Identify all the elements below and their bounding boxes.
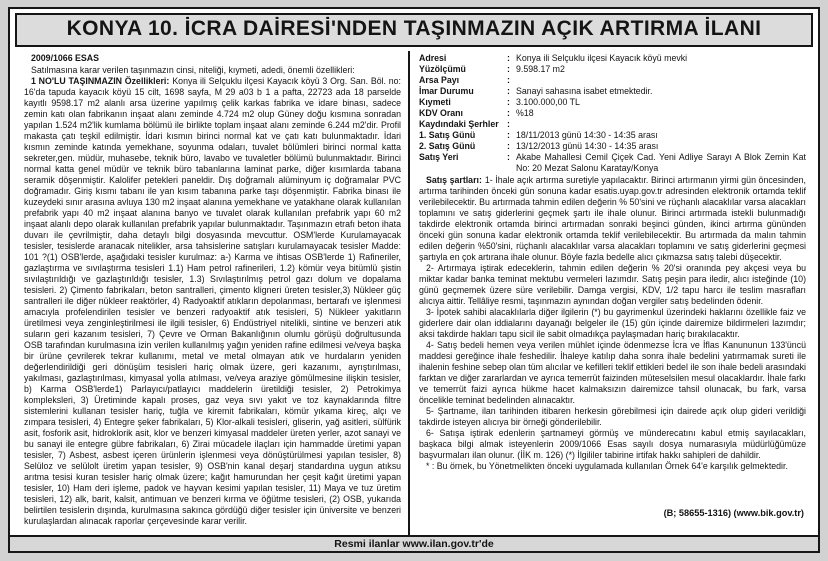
property-description-lead: 1 NO'LU TAŞINMAZIN Özellikleri: [31,76,170,86]
sale-term: 4- Satış bedeli hemen veya verilen mühlet içinde ödenmezse İcra ve İflas Kanununun 133'üncü maddesi gereğince ihale feshedilir. İhaleye katılıp daha sonra ihale bedelini yatırmamak sureti ile ihalenin feshine sebep olan tüm alıcılar ve kefilleri teklif ettikleri bedel ile son ihale bedeli arasındaki farktan ve diğer zararlardan ve ayrıca temerrüt faizinden müteselsilen mesul olacaklardır. İhale farkı ve temerrüt faizi ayrıca hükme hacet kalmaksızın dairemizce tahsil olunacak, bu fark, varsa öncelikle teminat bedelinden alınacaktır. [419,340,806,405]
field-row [419,119,806,130]
field-label: Adresi [419,53,447,63]
sale-term: 2- Artırmaya iştirak edeceklerin, tahmin edilen değerin % 20'si oranında pey akçesi veya bu miktar kadar banka teminat mektubu vermeleri lazımdır. Satış peşin para iledir, alıcı isteğinde (10) günü geçmemek üzere süre verilebilir. Damga vergisi, KDV, 1/2 tapu harcı ile teslim masrafları alıcıya aittir. Tellâliye resmi, taşınmazın aynından doğan vergiler satış bedelinden ödenir. [419,263,806,306]
field-value: %18 [516,108,534,118]
case-number: 2009/1066 ESAS [31,53,99,63]
sale-term: 5- Şartname, ilan tarihinden itibaren herkesin görebilmesi için dairede açık olup gideri verildiği takdirde isteyen alıcıya bir örneği gönderilebilir. [419,406,806,427]
field-label: Arsa Payı [419,75,460,85]
sale-term: 3- İpotek sahibi alacaklılarla diğer ilgilerin (*) bu gayrimenkul üzerindeki haklarını özellikle faiz ve giderlere dair olan iddialarını dayanağı belgeler ile (15) gün içinde dairemize bildirmeleri lazımdır; aksi takdirde hakları tapu sicil ile sabit olmadıkça paylaşmadan hariç bırakılacaktır. [419,307,806,339]
field-row [419,152,806,174]
field-value: 18/11/2013 günü 14:30 - 14:35 arası [516,130,658,140]
field-label: Kaydındaki Şerhler [419,119,499,129]
field-colon: : [507,130,510,140]
property-fields [419,53,806,174]
sale-term: * : Bu örnek, bu Yönetmelikten önceki uygulamada kullanılan Örnek 64'e karşılık gelmektedir. [426,461,788,471]
field-row [419,130,806,141]
field-colon: : [507,53,510,63]
right-column [410,51,806,535]
page-title: KONYA 10. İCRA DAİRESİ'NDEN TAŞINMAZIN AÇIK ARTIRMA İLANI [15,13,813,47]
intro-line: Satılmasına karar verilen taşınmazın cinsi, niteliği, kıymeti, adedi, önemli özellikleri: [31,65,355,75]
field-row [419,108,806,119]
field-value: 3.100.000,00 TL [516,97,580,107]
field-colon: : [507,64,510,74]
field-row [419,141,806,152]
field-label: 1. Satış Günü [419,130,476,140]
field-colon: : [507,86,510,96]
sale-term: 6- Satışa iştirak edenlerin şartnameyi görmüş ve münderecatını kabul etmiş sayılacakları, başkaca bilgi almak isteyenlerin 2009/1066 Esas sayılı dosya numarasıyla müdürlüğümüze başvurmaları ilan olunur. (İİK m. 126) (*) İlgililer tabirine irtifak hakkı sahipleri de dahildir. [419,428,806,460]
field-row [419,75,806,86]
notice-body [10,49,818,535]
field-row [419,64,806,75]
field-colon: : [507,75,510,85]
official-announcements-bar: Resmi ilanlar www.ilan.gov.tr'de [10,535,818,551]
field-label: Yüzölçümü [419,64,466,74]
sale-terms [419,175,806,472]
field-colon: : [507,97,510,107]
field-value: Akabe Mahallesi Cemil Çiçek Cad. Yeni Adliye Sarayı A Blok Zemin Kat No: 20 Mezat Salonu Karatay/Konya [516,152,806,173]
left-column [18,51,410,535]
field-colon: : [507,141,510,151]
field-row [419,53,806,64]
field-label: İmar Durumu [419,86,474,96]
field-value: 13/12/2013 günü 14:30 - 14:35 arası [516,141,659,151]
field-label: KDV Oranı [419,108,463,118]
notice-frame [8,7,820,553]
field-colon: : [507,108,510,118]
bik-reference: (B; 58655-1316) (www.bik.gov.tr) [663,507,804,518]
field-value: Sanayi sahasına isabet etmektedir. [516,86,653,96]
field-label: 2. Satış Günü [419,141,476,151]
field-colon: : [507,152,510,162]
property-description [24,76,401,527]
sale-terms-lead: Satış şartları: [426,175,482,185]
field-value: Konya ili Selçuklu ilçesi Kayacık köyü mevki [516,53,688,63]
field-label: Satış Yeri [419,152,459,162]
field-label: Kıymeti [419,97,451,107]
field-value: 9.598.17 m2 [516,64,565,74]
field-row [419,86,806,97]
field-colon: : [507,119,510,129]
field-row [419,97,806,108]
sale-term: Satış şartları: 1- İhale açık artırma suretiyle yapılacaktır. Birinci artırmanın yirmi gün öncesinden, artırma tarihinden önceki gün sonuna kadar esatis.uyap.gov.tr adresinden elektronik ortamda teklif verilebilecektir. Bu artırmada tahmin edilen değerin % 50'sini ve rüçhanlı alacaklılar varsa alacakları toplamını ve satış giderlerini geçmek şartı ile ihale olunur. Birinci artırmada istekli bulunmadığı takdirde elektronik ortamda birinci artırmadan sonraki beşinci günden, ikinci artırma gününden önceki gün sonuna kadar elektronik ortamda teklif verilebilecektir. Bu artırmada da malın tahmin edilen değerin %50'sini, rüçhanlı alacaklılar varsa alacakları toplamını ve satış giderlerini geçmesi şartıyla en çok artırana ihale olunur. Böyle fazla bedelle alıcı çıkmazsa satış talebi düşecektir. [419,175,806,262]
property-description-text: Konya ili Selçuklu ilçesi Kayacık köyü 3 Org. San. Böl. no: 16'da tapuda kayacık köyü 15 cilt, 1698 sayfa, M 29 a03 b 1 a pafta, 22723 ada 18 parselde kayıtlı 9598.17 m2 alanlı arsa üzerine yapılmış çelik karkas fabrika ve idare binası, sadece zemin katı olan fabrikanın inşaat alanı zeminde 4.724 m2 olup Güney doğu kısmına sonradan yapılan 1.524 m2'lik kumlama bölümü ile birlikte toplam inşaat alanı zeminde 6.244 m2'dir. Profil makasta çatı teşkil edilmiştir. İdari kısmın birinci normal kat ve çatı katı bulunmaktadır. İdari kısmın zeminde katında yemekhane, soyunma odaları, tuvalet bölümleri birinci normal katta sekreter,gen. müdür, muhasebe, teknik büro, lavabo ve tuvaletler bölümü bulunmaktadır. Birinci normal katta genel müdür ve teknik büro tabanlarına laminat parke, diğer kısımlarda tabana seramik döşenmiştir. Kalolifer petekleri paneldir. Dış doğramalı alüminyum iç doğramalar PVC doğramadır. Giriş kısmı tabanı ile yan kısım tabanına parke taşı döşenmiştir. Fabrika binası ile kuzeydeki sınır arasına avluya 130 m2 inşaat alanına yemekhane ve yatakhane olarak kullanılan prefabrik yapı 40 m2 inşaat alanına banyo ve tuvalet olarak kullanılan prefabrik yapı 60 m2 inşaat alanlı depo olarak kullanılan prefabrik yapılar bulunmaktadır. Taşınmazın etrafı beton ihata duvarı ile çevrilmiştir, daha detaylı bilgi dosyasında mevcuttur. OSM'lerde Kurulamayacak tesisler, tesislerde aranacak nitelikler, arsa tahsislerine satışları kurulamayacak tesisler Madde: 101 ?(1) OSB'lerde, aşağıdaki tesisler kurulmaz: a-) Karma ve ihtisas OSB'lerde 1) Rafineriler, gazlaştırma ve sıvılaştırma tesisleri 1.1) Ham petrol rafinerileri, 1.2) kömür veya bitümlü şistin sıvılaştırıldığı ve gazlaştırıldığı tesisler, 1.3) Sıvılaştırılmış petrol gazı dolum ve dopalama tesisleri. 2) Çimento fabrikaları, beton santralleri, çimento kligneri üreten tesisler,3) Nükleer güç santralleri ile diğer nükleer reaktörler, 4) Radyoaktif atıkların depolanması, bertarafı ve işlenmesi amacıyla profelendirilen tesisler ve benzeri radyoaktif atık tesisleri, 5) Nükleer yakıtların üretilmesi veya zenginleştirilmesi ile ilgili tesisler, 6) Endüstriyel nitelikli, sintine ve benzeri atık suların geri kazanım tesisleri, 7) Çevre ve Orman Bakanlığının olumlu görüşü doğrultusunda OSB tarafından kurulmasına izin verilen kullanılmış yağın yeniden rafine edilmesi ve/veya başka bir ürüne çevrilerek tekrar kullanımı, metal ve metal olmayan atık ve hurdaların yeniden değerlendirildiği geri dönüşüm tesisleri hariç olmak üzere, geri kazanımı, ayrıştırılması, yakılması, gazlaştırılması, kimyasal yolla atılması, ve/veya araziye gömülmesine ilişkin tesisler, b) Karma OSB'lerde1) Parlayıcı/patlayıcı maddelerin üretildiği tesisler, 2) Petrokimya kompleksleri, 3) Üretiminde kapalı proses, gaz veya sıvı yakıt ve toz kaynaklarında filtre sistemlerini kullanan tesisler hariç, tuğla ve kiremit fabrikaları, kömür yıkama kireç, alçı ve zımpara tesisleri, 4) Entegre şeker fabrikaları, 5) Klor-alkali tesisleri, gliserin, yağ asitleri, sülfürik asit, fosforik asit, hidroklorik asit, klor ve benzeri kimyasal maddeler üreten yerler, azot sanayi ve bu sanayi ile entegre gübre fabrikaları, 6) Zirai mücadele ilaçları için hammadde üretimi yapan tesisler, 7) Asbest, asbest içeren ürünlerin işlenmesi veya dönüştürülmesi yapılan tesisler, 8) Selüloz ve selülolt üretim yapan tesisler, 9) OSB'nin kanal deşarj standardına uygun atıksu arıtma tesisi kuran tesisler hariç olmak üzere; kağıt hamurundan her çeşit kağıt üretimi yapan tesisler, 10) Ham deri işleme, padok ve hayvan kesimi yapılan tesisler, 11) Maya ve tuz üretim tesisleri, 12) alk, barit, kalsit, antimuan ve benzeri kırma ve öğütme tesisleri, (2) OSB, yukarıda belirtilen tesislerin dışında, kurulmasına sakınca gördüğü diğer tesisler için üniversite ve benzeri kurulaşlardan alınacak raporlar çerçevesinde karar verilir. [24,76,401,526]
